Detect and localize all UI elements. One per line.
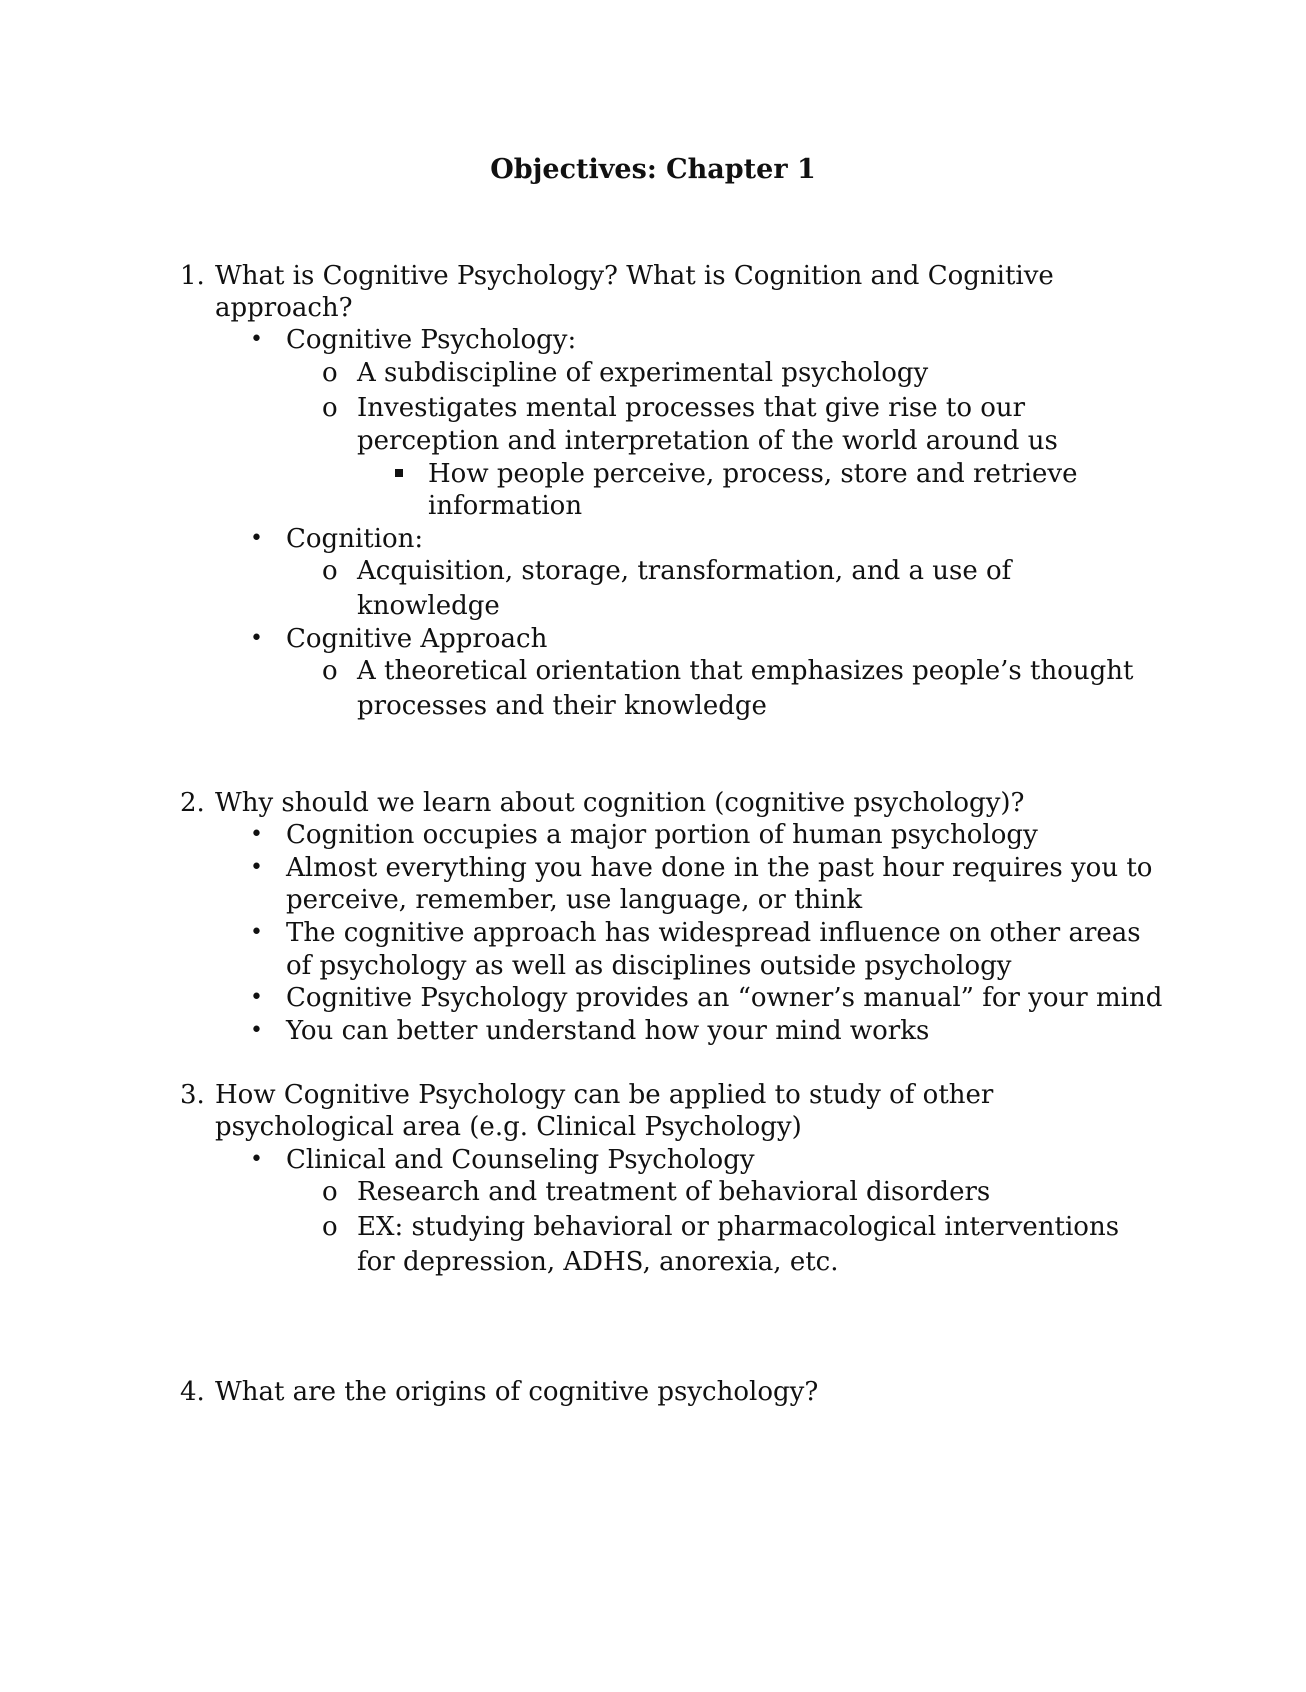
sub-bullet-icon: o (322, 358, 338, 388)
list-item: knowledge (357, 591, 500, 621)
list-item: Cognitive Approach (286, 624, 548, 654)
list-item: of psychology as well as disciplines outside psychology (286, 951, 1012, 981)
sub-bullet-icon: o (322, 1212, 338, 1242)
list-item: The cognitive approach has widespread influence on other areas (286, 918, 1141, 948)
bullet-icon: • (250, 855, 263, 880)
list-item: A subdiscipline of experimental psychology (357, 358, 929, 388)
list-number: 4. (180, 1377, 205, 1407)
question-text: How Cognitive Psychology can be applied to study of other (215, 1080, 994, 1110)
list-item: EX: studying behavioral or pharmacological interventions (357, 1212, 1120, 1242)
list-item: Investigates mental processes that give rise to our (357, 393, 1026, 423)
bullet-icon: • (250, 1018, 263, 1043)
list-number: 1. (180, 261, 205, 291)
question-text: What are the origins of cognitive psychology? (215, 1377, 819, 1407)
list-item: Clinical and Counseling Psychology (286, 1145, 755, 1175)
list-item: How people perceive, process, store and retrieve (428, 459, 1078, 489)
bullet-icon: • (250, 626, 263, 651)
sub-bullet-icon: o (322, 393, 338, 423)
list-item: perception and interpretation of the world around us (357, 426, 1058, 456)
question-text: Why should we learn about cognition (cognitive psychology)? (215, 788, 1025, 818)
list-item: A theoretical orientation that emphasizes people’s thought (357, 656, 1134, 686)
page-title: Objectives: Chapter 1 (490, 154, 816, 185)
question-text: approach? (215, 293, 353, 323)
bullet-icon: • (250, 526, 263, 551)
list-item: for depression, ADHS, anorexia, etc. (357, 1247, 839, 1277)
list-item: Cognition occupies a major portion of human psychology (286, 820, 1038, 850)
list-item: Cognitive Psychology provides an “owner’s manual” for your mind (286, 983, 1163, 1013)
bullet-icon: • (250, 822, 263, 847)
list-item: information (428, 491, 583, 521)
list-item: Almost everything you have done in the past hour requires you to (286, 853, 1153, 883)
list-number: 2. (180, 788, 205, 818)
bullet-icon: • (250, 327, 263, 352)
sub-bullet-icon: o (322, 556, 338, 586)
list-item: Acquisition, storage, transformation, and a use of (357, 556, 1012, 586)
sub-bullet-icon: o (322, 1177, 338, 1207)
list-item: Cognition: (286, 524, 424, 554)
list-number: 3. (180, 1080, 205, 1110)
bullet-icon: • (250, 985, 263, 1010)
bullet-icon: • (250, 920, 263, 945)
square-bullet-icon (395, 469, 403, 477)
list-item: Cognitive Psychology: (286, 325, 577, 355)
list-item: Research and treatment of behavioral disorders (357, 1177, 991, 1207)
sub-bullet-icon: o (322, 656, 338, 686)
list-item: perceive, remember, use language, or think (286, 885, 863, 915)
question-text: What is Cognitive Psychology? What is Cognition and Cognitive (215, 261, 1054, 291)
question-text: psychological area (e.g. Clinical Psychology) (215, 1112, 802, 1142)
list-item: processes and their knowledge (357, 691, 767, 721)
list-item: You can better understand how your mind works (286, 1016, 930, 1046)
bullet-icon: • (250, 1147, 263, 1172)
